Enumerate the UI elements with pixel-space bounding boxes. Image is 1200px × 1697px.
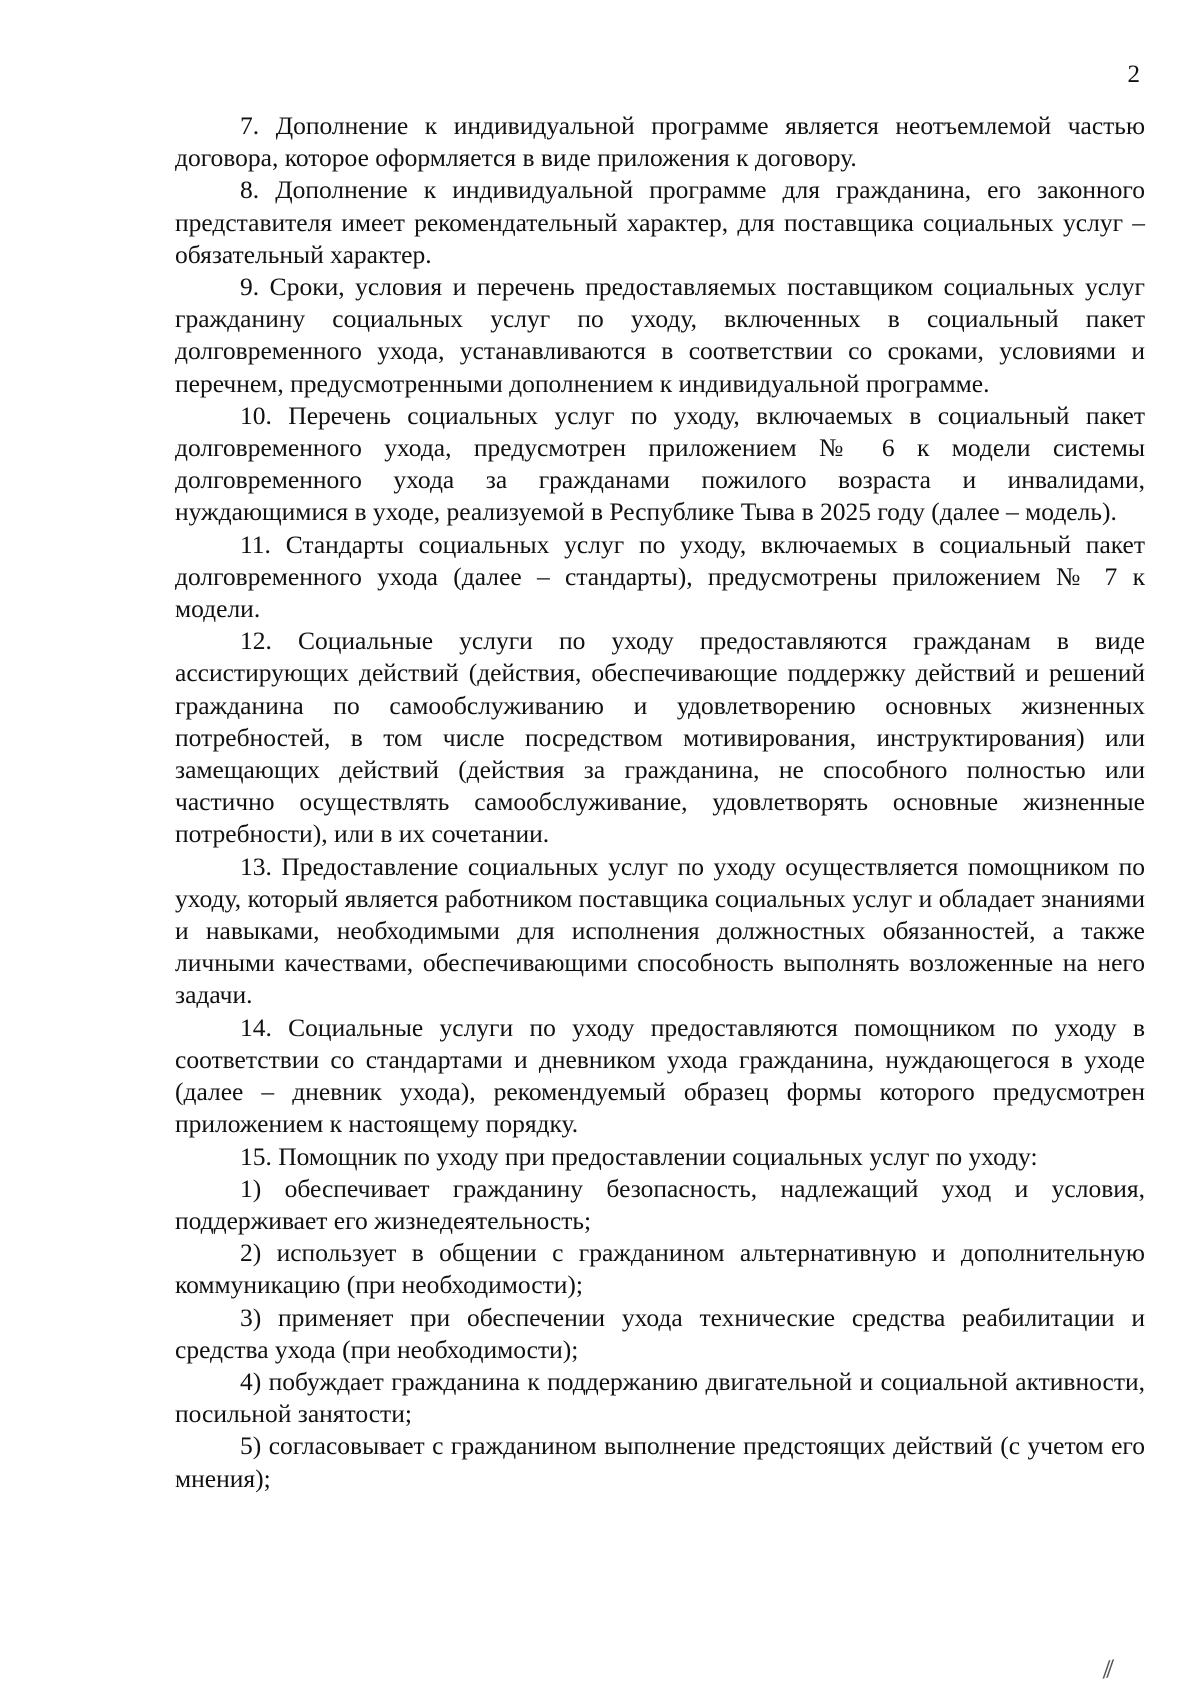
paragraph-7: 7. Дополнение к индивидуальной программе является неотъемлемой частью договора, которое оформляется в виде приложения к договору.: [175, 111, 1145, 173]
paragraph-12: 12. Социальные услуги по уходу предоставляются гражданам в виде ассистирующих действий (действия, обеспечивающие поддержку действий и решений гражданина по самообслуживанию и удовлетворению основных жизненных потребностей, в том числе посредством мотивирования, инструктирования) или замещающих действий (действия за гражданина, не способного полностью или частично осуществлять самообслуживание, удовлетворять основные жизненные потребности), или в их сочетании.: [175, 626, 1145, 849]
paragraph-8: 8. Дополнение к индивидуальной программе для гражданина, его законного представителя имеет рекомендательный характер, для поставщика социальных услуг – обязательный характер.: [175, 175, 1145, 269]
paragraph-13: 13. Предоставление социальных услуг по уходу осуществляется помощником по уходу, который является работником поставщика социальных услуг и обладает знаниями и навыками, необходимыми для исполнения должностных обязанностей, а также личными качествами, обеспечивающими способность выполнять возложенные на него задачи.: [175, 851, 1145, 1010]
paragraph-11: 11. Стандарты социальных услуг по уходу, включаемых в социальный пакет долговременного ухода (далее – стандарты), предусмотрены приложением № 7 к модели.: [175, 529, 1145, 624]
list-item-5: 5) согласовывает с гражданином выполнение предстоящих действий (с учетом его мнения);: [175, 1431, 1145, 1493]
paragraph-9: 9. Сроки, условия и перечень предоставляемых поставщиком социальных услуг гражданину социальных услуг по уходу, включенных в социальный пакет долговременного ухода, устанавливаются в соответствии со сроками, условиями и перечнем, предусмотренными дополнением к индивидуальной программе.: [175, 272, 1145, 398]
list-item-1: 1) обеспечивает гражданину безопасность, надлежащий уход и условия, поддерживает его жизнедеятельность;: [175, 1173, 1145, 1235]
list-item-4: 4) побуждает гражданина к поддержанию двигательной и социальной активности, посильной занятости;: [175, 1366, 1145, 1429]
list-item-3: 3) применяет при обеспечении ухода технические средства реабилитации и средства ухода (при необходимости);: [175, 1302, 1145, 1364]
scan-mark-icon: ⁄⁄: [1102, 1657, 1115, 1684]
list-item-2: 2) использует в общении с гражданином альтернативную и дополнительную коммуникацию (при необходимости);: [175, 1238, 1145, 1300]
paragraph-10: 10. Перечень социальных услуг по уходу, включаемых в социальный пакет долговременного ухода, предусмотрен приложением № 6 к модели системы долговременного ухода за гражданами пожилого возраста и инвалидами, нуждающимися в уходе, реализуемой в Республике Тыва в 2025 году (далее – модель).: [175, 400, 1145, 527]
document-body: [175, 110, 1145, 1495]
page-number: 2: [1127, 61, 1140, 88]
paragraph-14: 14. Социальные услуги по уходу предоставляются помощником по уходу в соответствии со стандартами и дневником ухода гражданина, нуждающегося в уходе (далее – дневник ухода), рекомендуемый образец формы которого предусмотрен приложением к настоящему порядку.: [175, 1012, 1145, 1139]
paragraph-15: 15. Помощник по уходу при предоставлении социальных услуг по уходу:: [240, 1141, 1038, 1171]
